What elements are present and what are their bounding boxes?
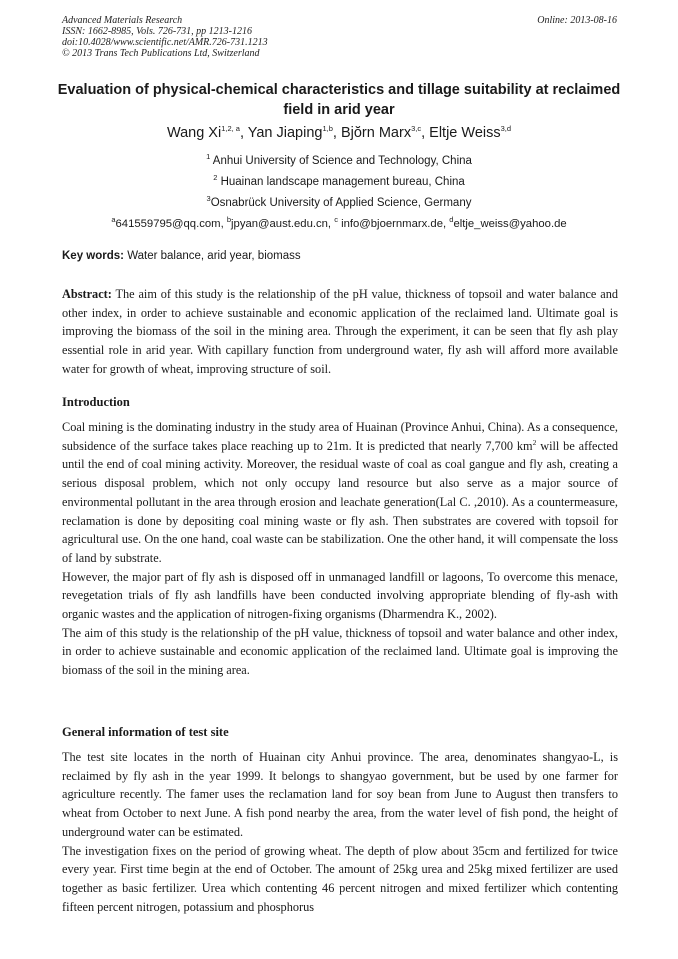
paper-title: Evaluation of physical-chemical characteristics and tillage suitability at reclaimed field in arid year xyxy=(57,82,621,118)
author-name: Bjŏrn Marx xyxy=(340,125,412,141)
introduction-paragraph-1 xyxy=(62,418,618,568)
email-list xyxy=(40,217,638,231)
abstract-label: Abstract: xyxy=(62,287,112,301)
doi-line: doi:10.4028/www.scientific.net/AMR.726-731.1213 xyxy=(62,37,268,48)
email-address: eltje_weiss@yahoo.de xyxy=(453,218,567,230)
author-separator: , xyxy=(332,125,341,141)
general-info-paragraph-2: The investigation fixes on the period of growing wheat. The depth of plow about 35cm and fertilized for twice every year. First time begin at the end of October. The amount of 25kg urea and 25kg mixed fertilizer are used together as basic fertilizer. Urea which contenting 46 percent nitrogen and mixed fertilizer which contenting fifteen percent nitrogen, potassium and phosphorus xyxy=(62,843,618,914)
keywords xyxy=(62,249,618,263)
abstract-text: The aim of this study is the relationship of the pH value, thickness of topsoil and water balance and other index, in order to achieve sustainable and economic application of the reclaimed land. Ultimate goal is improving the biomass of the soil in the mining area. Through the experiment, it can be seen that fly ash play essential role in arid year. With capillary function from underground water, fly ash will afford more available water for growth of wheat, improving structure of soil. xyxy=(62,287,618,376)
issn-line: ISSN: 1662-8985, Vols. 726-731, pp 1213-1216 xyxy=(62,26,252,37)
affiliation-text: Huainan landscape management bureau, China xyxy=(217,176,465,188)
email-address: jpyan@aust.edu.cn, xyxy=(231,218,335,230)
author-affiliation-mark: 3,c xyxy=(411,124,422,134)
author-affiliation-mark: 1,2, a xyxy=(221,124,240,134)
author-separator: , xyxy=(239,125,248,141)
paragraph-text: will be affected until the end of coal mining activity. Moreover, the residual waste of coal as coal gangue and fly ash, creating a serious disposal problem, which not only occupy land resource but also serve as a major source of environmental pollutant in the area through erosion and leachate generation(Lal C. ,2010). As a countermeasure, reclamation is done by depositing coal mining waste or fly ash. Then substrates are covered with topsoil for agricultural use. On the one hand, coal waste can be stabilization. One the other hand, it will compensate the loss of land by substrate. xyxy=(62,438,618,565)
introduction-paragraph-3: The aim of this study is the relationship of the pH value, thickness of topsoil and water balance and other index, in order to achieve sustainable and economic application of the reclaimed land. Ultimate goal is improving the biomass of the soil in the mining area. xyxy=(62,625,618,678)
author-name: Yan Jiaping xyxy=(247,125,323,141)
affiliation-2 xyxy=(40,175,638,189)
email-address: 641559795@qq.com, xyxy=(115,218,227,230)
online-date: Online: 2013-08-16 xyxy=(537,15,617,26)
introduction-heading: Introduction xyxy=(62,395,130,409)
keywords-label: Key words: xyxy=(62,250,124,262)
journal-header xyxy=(62,15,617,59)
email-address: info@bjoernmarx.de, xyxy=(337,218,450,230)
email-mark: a xyxy=(111,215,116,225)
author-list xyxy=(40,124,638,142)
superscript: 2 xyxy=(532,437,537,447)
introduction-body xyxy=(62,418,618,680)
email-mark: c xyxy=(334,215,338,225)
general-info-paragraph-1: The test site locates in the north of Huainan city Anhui province. The area, denominates shangyao-L, is reclaimed by fly ash in the year 1999. It belongs to shangyao government, but be used by one farmer for agriculture recently. The famer uses the reclamation land for soy bean from June to August then transfers to wheat from October to next June. A fish pond nearby the area, from the water level of fish pond, the height of underground water can be estimated. xyxy=(62,750,618,839)
author-name: Wang Xi xyxy=(166,125,222,141)
author-name: Eltje Weiss xyxy=(429,125,501,141)
paragraph-text: Coal mining is the dominating industry in the study area of Huainan (Province Anhui, China). As a consequence, subsidence of the surface takes place reaching up to 21m. It is predicted that nearly 7,700 km xyxy=(62,420,618,453)
general-info-heading: General information of test site xyxy=(62,725,229,739)
affiliation-mark: 3 xyxy=(206,194,211,204)
abstract-paragraph xyxy=(62,285,618,379)
abstract xyxy=(62,285,618,379)
general-info-body xyxy=(62,748,618,916)
affiliation-1 xyxy=(40,154,638,168)
introduction-paragraph-2: However, the major part of fly ash is disposed off in unmanaged landfill or lagoons, To overcome this menace, revegetation trials of fly ash landfills have been conducted involving appropriate blending of fly-ash with organic wastes and the application of nitrogen-fixing organisms (Dharmendra K., 2002). xyxy=(62,569,618,622)
journal-name: Advanced Materials Research xyxy=(62,15,183,26)
author-affiliation-mark: 3,d xyxy=(500,124,512,134)
keywords-text: Water balance, arid year, biomass xyxy=(124,250,301,262)
author-separator: , xyxy=(421,125,430,141)
email-mark: b xyxy=(226,215,232,225)
email-mark: d xyxy=(449,215,454,225)
copyright-line: © 2013 Trans Tech Publications Ltd, Switzerland xyxy=(62,48,260,59)
affiliation-mark: 1 xyxy=(206,152,211,162)
affiliation-3 xyxy=(40,196,638,210)
journal-info xyxy=(62,15,617,59)
affiliation-text: Anhui University of Science and Technology, China xyxy=(210,155,472,167)
affiliation-text: Osnabrück University of Applied Science, Germany xyxy=(210,197,472,209)
author-affiliation-mark: 1,b xyxy=(322,124,333,134)
affiliation-mark: 2 xyxy=(213,173,218,183)
